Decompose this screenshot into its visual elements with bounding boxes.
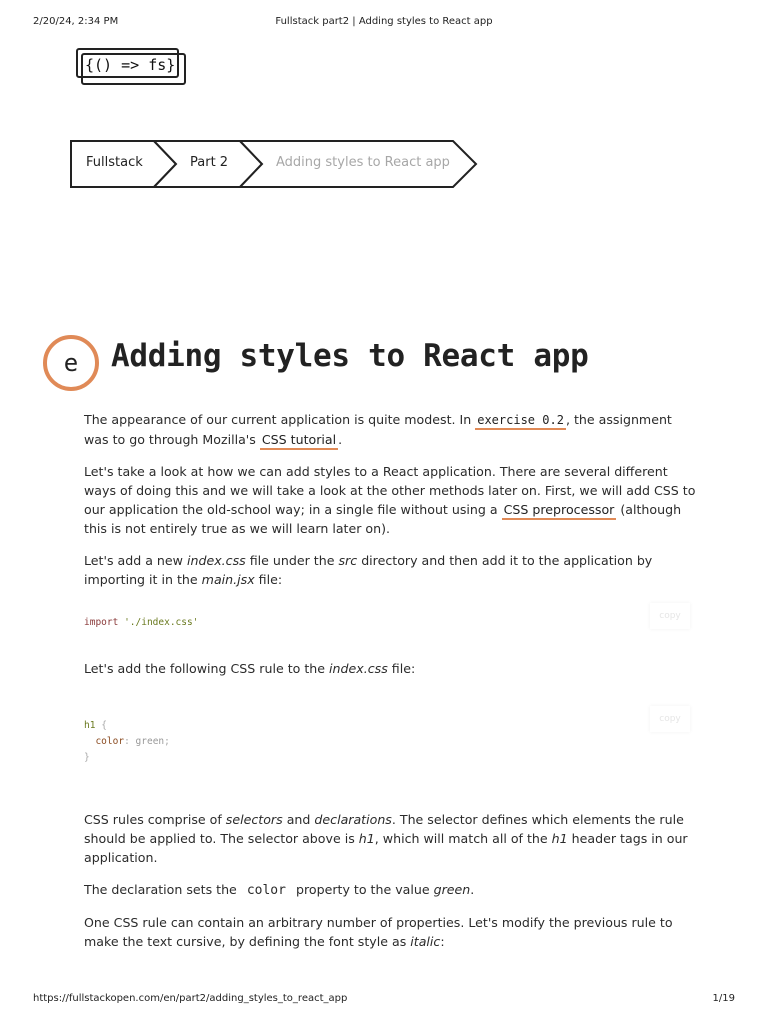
code-block: import './index.css' copy — [84, 615, 700, 631]
paragraph: Let's add a new index.css file under the src directory and then add it to the application by importing it in the main.jsx file: — [84, 553, 653, 587]
css-preprocessor-link[interactable]: CSS preprocessor — [502, 502, 617, 520]
breadcrumb — [70, 140, 480, 190]
paragraph: Let's take a look at how we can add styles to a React application. There are several different ways of doing this and we will take a look at the other methods later on. First, we will add CSS to our application the old-school way; in a single file without using a CSS preprocessor (although this is not entirely true as we will learn later on). — [84, 464, 696, 536]
page-counter: 1/19 — [712, 993, 735, 1004]
print-url: https://fullstackopen.com/en/part2/adding_styles_to_react_app — [33, 993, 348, 1004]
paragraph: The declaration sets the color property to the value green. — [84, 882, 475, 898]
inline-code: color — [246, 883, 286, 898]
code-block: h1 { color: green; } copy — [84, 718, 700, 766]
copy-button[interactable]: copy — [650, 706, 690, 732]
print-date: 2/20/24, 2:34 PM — [33, 16, 119, 27]
print-title: Fullstack part2 | Adding styles to React app — [275, 16, 493, 27]
paragraph: One CSS rule can contain an arbitrary number of properties. Let's modify the previous rule to make the text cursive, by defining the font style as italic: — [84, 915, 673, 949]
paragraph: Let's add the following CSS rule to the index.css file: — [84, 661, 416, 676]
paragraph: CSS rules comprise of selectors and declarations. The selector defines which elements the rule should be applied to. The selector above is h1, which will match all of the h1 header tags in our application. — [84, 812, 688, 865]
copy-button[interactable]: copy — [650, 603, 690, 629]
print-header — [33, 16, 735, 30]
breadcrumb-item-current: Adding styles to React app — [276, 155, 450, 170]
css-tutorial-link[interactable]: CSS tutorial — [260, 432, 338, 450]
page-title: Adding styles to React app — [111, 338, 589, 374]
exercise-link[interactable]: exercise 0.2 — [475, 413, 566, 430]
site-logo[interactable] — [76, 48, 186, 86]
breadcrumb-item-fullstack[interactable]: Fullstack — [86, 155, 143, 170]
logo-text: {() => fs} — [85, 56, 176, 74]
article-content — [84, 410, 700, 964]
breadcrumb-item-part2[interactable]: Part 2 — [190, 155, 229, 170]
paragraph: The appearance of our current application is quite modest. In exercise 0.2 , the assignment was to go through Mozilla's CSS tutorial . — [84, 410, 700, 449]
section-letter-badge: e — [43, 335, 99, 391]
print-footer — [33, 993, 735, 1007]
